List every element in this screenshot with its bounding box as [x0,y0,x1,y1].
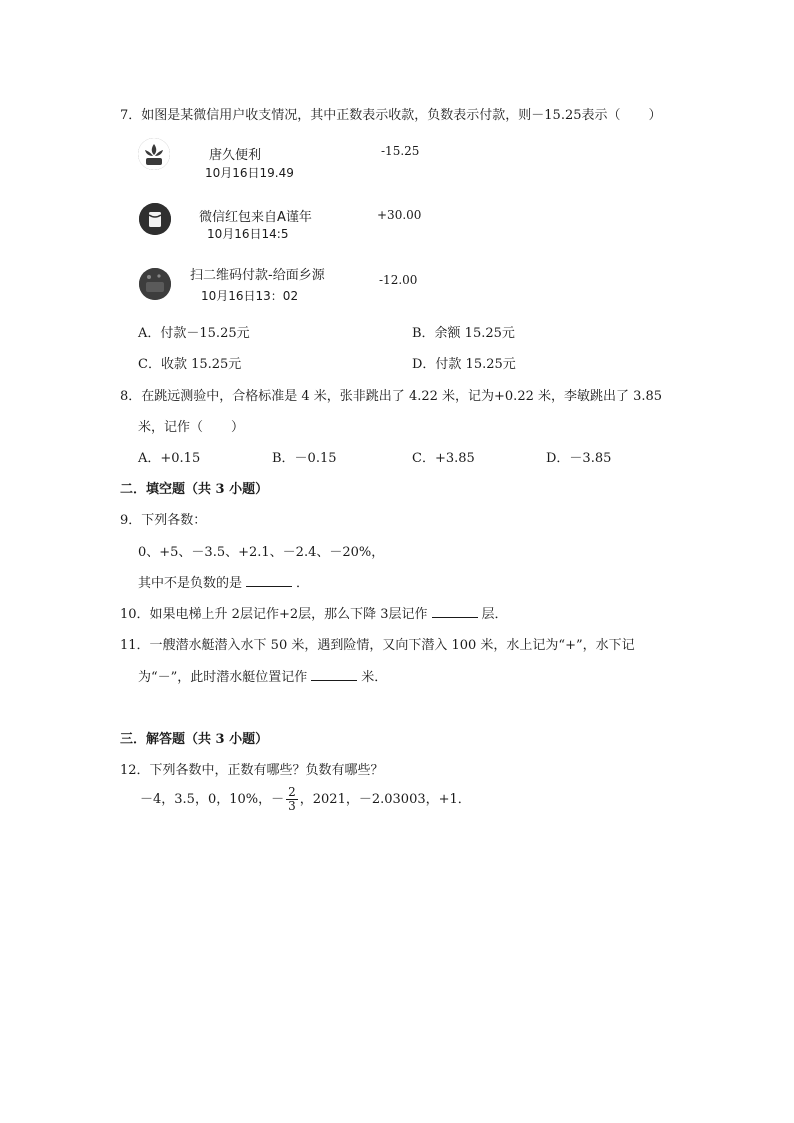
q7-option-c: C．收款 15.25元 [138,357,242,372]
red-packet-icon [139,203,171,235]
transaction-2-amount: +30.00 [377,208,422,222]
question-8-line-1: 8．在跳远测验中，合格标准是 4 米，张非跳出了 4.22 米，记为+0.22 米，李敏跳出了 3.85 [120,389,663,404]
fraction-two-thirds: $\frac{2}{3}$ [288,785,296,813]
lotus-logo-icon [138,138,170,170]
section-2-title: 二．填空题（共 3 小题） [120,482,269,497]
question-11-line-2: 为“－”，此时潜水艇位置记作 米． [138,670,388,685]
transaction-3-name: 扫二维码付款-给面乡源 [190,268,325,283]
transaction-3-date: 10月16日13：02 [201,289,299,303]
q8-option-b: B．－0.15 [272,451,337,466]
question-8-line-2: 米，记作（ ） [138,420,245,435]
q8-option-c: C．+3.85 [412,451,475,466]
q8-option-d: D．－3.85 [546,451,612,466]
transaction-2-name: 微信红包来自A谨年 [199,210,312,225]
question-12-numbers: －4，3.5，0，10%，－ $\frac{2}{3}$ ，2021，－2.03003，+1． [140,785,471,813]
merchant-avatar-icon [139,268,171,300]
question-9-numbers: 0、+5、－3.5、+2.1、－2.4、－20%， [138,545,385,560]
q11-answer-blank[interactable] [311,668,357,681]
transaction-2-date: 10月16日14:5 [207,227,289,241]
q7-option-b: B．余额 15.25元 [412,326,515,341]
q7-option-a: A．付款－15.25元 [138,326,250,341]
q10-answer-blank[interactable] [432,605,478,618]
question-9-stem: 9．下列各数： [120,513,207,528]
transaction-1-amount: -15.25 [381,144,420,158]
question-9-ask: 其中不是负数的是 ． [138,576,310,591]
q7-option-d: D．付款 15.25元 [412,357,516,372]
section-3-title: 三．解答题（共 3 小题） [120,732,269,747]
question-7-stem: 7．如图是某微信用户收支情况，其中正数表示收款，负数表示付款，则－15.25表示（ ） [120,108,662,123]
transaction-1-name: 唐久便利 [209,148,262,163]
question-12-stem: 12．下列各数中，正数有哪些？负数有哪些？ [120,763,384,778]
q8-option-a: A．+0.15 [138,451,201,466]
transaction-1-date: 10月16日19.49 [205,166,294,180]
question-10: 10．如果电梯上升 2层记作+2层，那么下降 3层记作 层． [120,607,508,622]
transaction-3-amount: -12.00 [379,273,418,287]
q9-answer-blank[interactable] [246,574,292,587]
question-11-line-1: 11．一艘潜水艇潜入水下 50 米，遇到险情，又向下潜入 100 米，水上记为“+”，水下记 [120,638,635,653]
